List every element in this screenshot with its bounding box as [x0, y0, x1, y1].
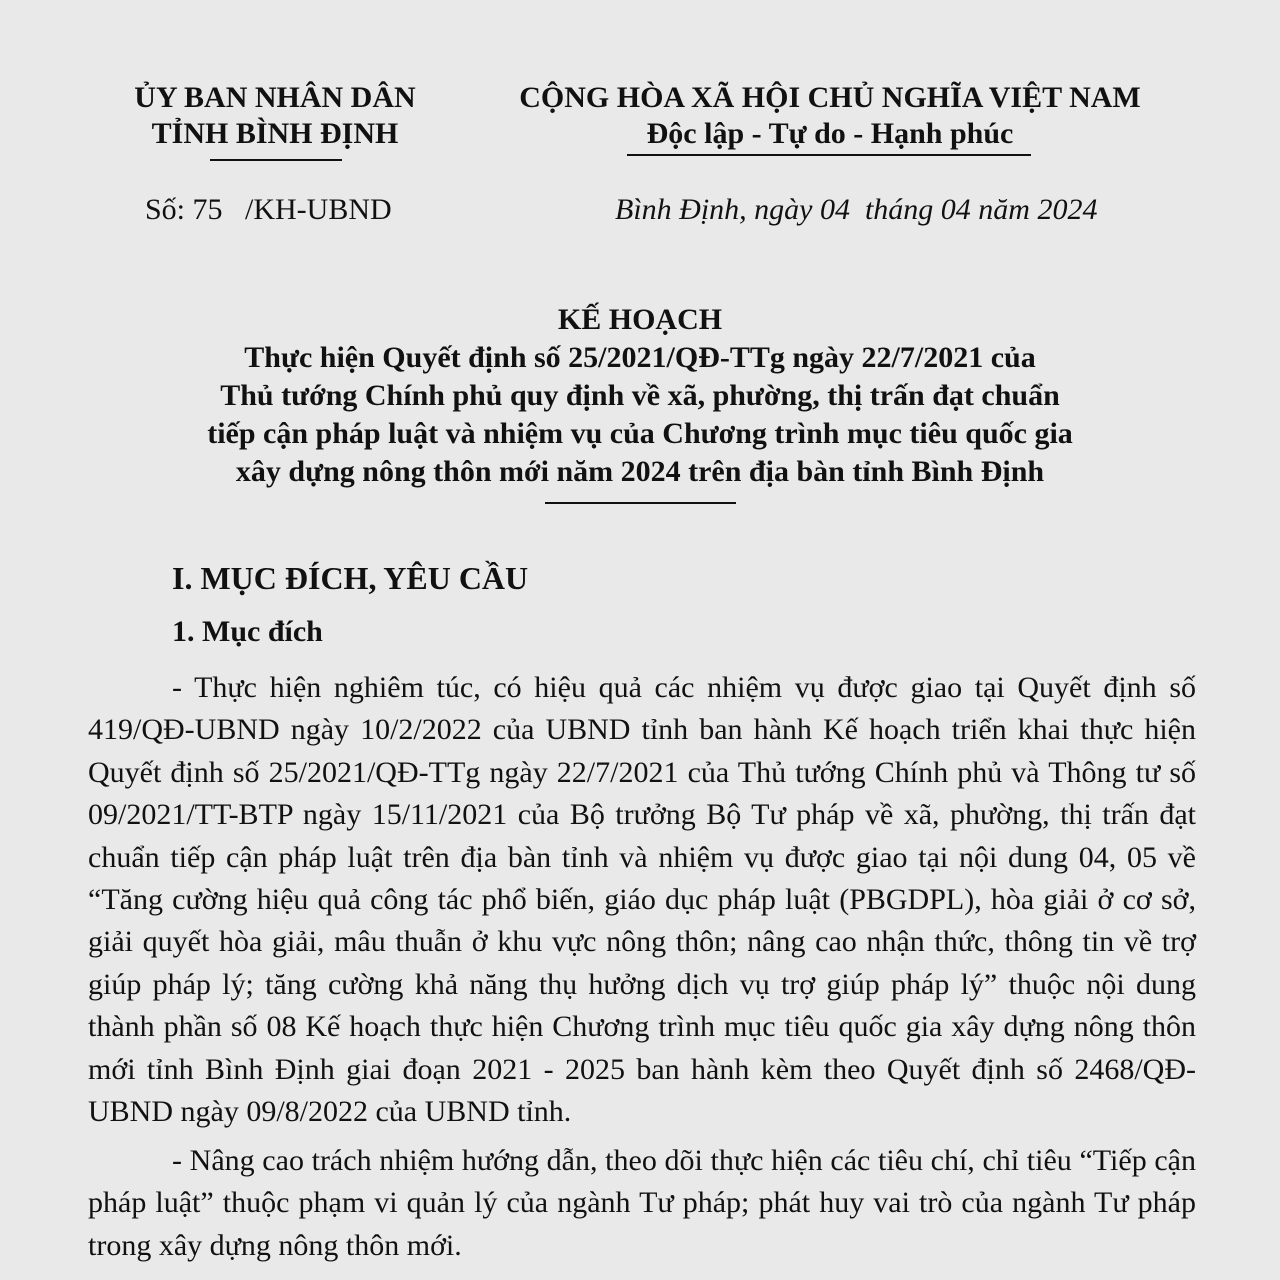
national-motto: Độc lập - Tự do - Hạnh phúc: [646, 117, 1014, 150]
document-type-title: KẾ HOẠCH: [557, 303, 723, 336]
title-line-4: xây dựng nông thôn mới năm 2024 trên địa bàn tỉnh Bình Định: [235, 455, 1045, 488]
title-line-2: Thủ tướng Chính phủ quy định về xã, phường, thị trấn đạt chuẩn: [220, 379, 1060, 412]
national-title: CỘNG HÒA XÃ HỘI CHỦ NGHĨA VIỆT NAM: [519, 81, 1141, 114]
title-underline: [545, 502, 736, 504]
title-line-1: Thực hiện Quyết định số 25/2021/QĐ-TTg ngày 22/7/2021 của: [244, 341, 1036, 374]
agency-name-line1: ỦY BAN NHÂN DÂN: [134, 81, 416, 114]
title-line-3: tiếp cận pháp luật và nhiệm vụ của Chương trình mục tiêu quốc gia: [207, 417, 1073, 450]
subsection-heading: 1. Mục đích: [172, 615, 323, 648]
section-heading: I. MỤC ĐÍCH, YÊU CẦU: [172, 560, 529, 596]
agency-underline: [210, 159, 342, 161]
place-date: Bình Định, ngày 04 tháng 04 năm 2024: [615, 193, 1098, 226]
motto-underline: [627, 154, 1031, 156]
paragraph-2: - Nâng cao trách nhiệm hướng dẫn, theo dõi thực hiện các tiêu chí, chỉ tiêu “Tiếp cận pháp luật” thuộc phạm vi quản lý của ngành Tư pháp; phát huy vai trò của ngành Tư pháp trong xây dựng nông thôn mới.: [88, 1144, 1196, 1262]
paragraph-1: - Thực hiện nghiêm túc, có hiệu quả các nhiệm vụ được giao tại Quyết định số 419/QĐ-UBND ngày 10/2/2022 của UBND tỉnh ban hành Kế hoạch triển khai thực hiện Quyết định số 25/2021/QĐ-TTg ngày 22/7/2021 của Thủ tướng Chính phủ và Thông tư số 09/2021/TT-BTP ngày 15/11/2021 của Bộ trưởng Bộ Tư pháp về xã, phường, thị trấn đạt chuẩn tiếp cận pháp luật trên địa bàn tỉnh và nhiệm vụ được giao tại nội dung 04, 05 về “Tăng cường hiệu quả công tác phổ biến, giáo dục pháp luật (PBGDPL), hòa giải ở cơ sở, giải quyết hòa giải, mâu thuẫn ở khu vực nông thôn; nâng cao nhận thức, thông tin về trợ giúp pháp lý; tăng cường khả năng thụ hưởng dịch vụ trợ giúp pháp lý” thuộc nội dung thành phần số 08 Kế hoạch thực hiện Chương trình mục tiêu quốc gia xây dựng nông thôn mới tỉnh Bình Định giai đoạn 2021 - 2025 ban hành kèm theo Quyết định số 2468/QĐ-UBND ngày 09/8/2022 của UBND tỉnh.: [88, 671, 1196, 1129]
agency-name-line2: TỈNH BÌNH ĐỊNH: [151, 117, 399, 150]
document-number: Số: 75 /KH-UBND: [145, 193, 392, 226]
